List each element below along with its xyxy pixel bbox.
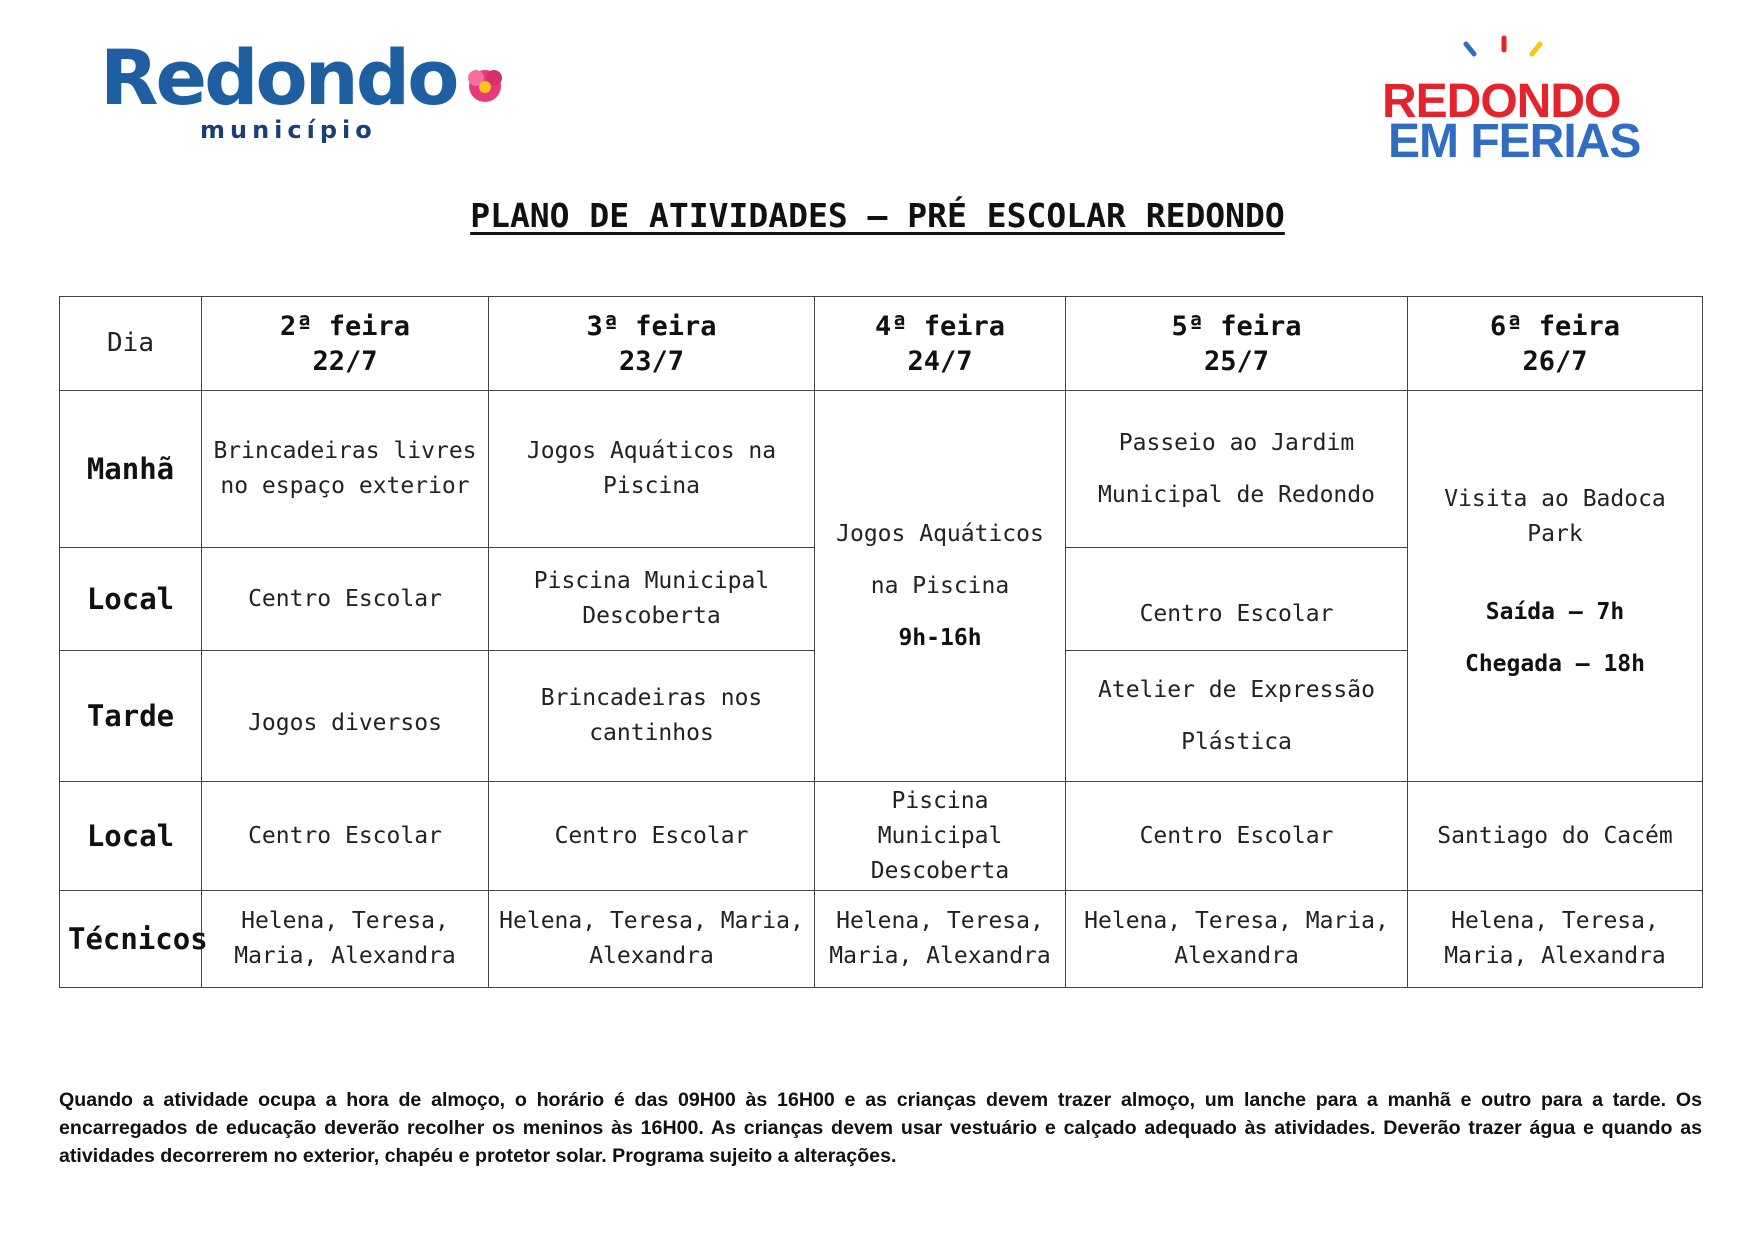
day-date: 22/7 (312, 345, 378, 377)
day-name: 6ª feira (1489, 310, 1621, 342)
redondo-municipio-logo (100, 33, 457, 150)
fri-arrival: Chegada – 18h (1464, 651, 1645, 677)
day-header-wed (815, 297, 1066, 391)
page-title: PLANO DE ATIVIDADES – PRÉ ESCOLAR REDONDO (470, 196, 1285, 235)
row-label-tarde: Tarde (60, 651, 202, 782)
row-label-manha: Manhã (60, 391, 202, 548)
day-header-thu (1066, 297, 1408, 391)
fri-activity-text: Visita ao Badoca Park (1444, 486, 1666, 547)
day-name: 4ª feira (874, 310, 1006, 342)
day-header-mon (202, 297, 489, 391)
flower-icon (462, 66, 508, 106)
row-manha (60, 391, 1703, 548)
day-header-tue (489, 297, 815, 391)
cell-thu-tarde: Atelier de Expressão Plástica (1066, 651, 1408, 782)
cell-thu-manha: Passeio ao Jardim Municipal de Redondo (1066, 391, 1408, 548)
cell-thu-local2: Centro Escolar (1066, 782, 1408, 891)
wed-hours: 9h-16h (898, 625, 982, 651)
day-name: 5ª feira (1171, 310, 1302, 342)
cell-fri-tecnicos: Helena, Teresa, Maria, Alexandra (1408, 891, 1703, 988)
logo-line-2: EM FERIAS (1388, 115, 1641, 168)
day-name: 3ª feira (586, 310, 717, 342)
cell-tue-tarde: Brincadeiras nos cantinhos (489, 651, 815, 782)
cell-mon-local2: Centro Escolar (202, 782, 489, 891)
logo-subtitle: município (200, 116, 377, 144)
cell-mon-local: Centro Escolar (202, 548, 489, 651)
day-date: 23/7 (618, 345, 685, 377)
day-date: 24/7 (907, 345, 973, 377)
header-row (60, 297, 1703, 391)
logo-wordmark: Redondo (100, 33, 457, 122)
cell-mon-tarde: Jogos diversos (202, 651, 489, 782)
footer-note: Quando a atividade ocupa a hora de almoço, o horário é das 09H00 às 16H00 e as crianças devem trazer almoço, um lanche para a manhã e outro para a tarde. Os encarregados de educação deverão recolher os meninos às 16H00. As crianças devem usar vestuário e calçado adequado às atividades. Deverão trazer água e quando as atividades decorrerem no exterior, chapéu e protetor solar. Programa sujeito a alterações. (59, 1089, 1702, 1167)
cell-wed-local2: Piscina Municipal Descoberta (815, 782, 1066, 891)
row-label-local: Local (60, 548, 202, 651)
sun-rays-icon (1452, 34, 1572, 70)
cell-wed-tecnicos: Helena, Teresa, Maria, Alexandra (815, 891, 1066, 988)
cell-mon-manha: Brincadeiras livres no espaço exterior (202, 391, 489, 548)
wed-activity-text: Jogos Aquáticos na Piscina (836, 521, 1044, 599)
day-name: 2ª feira (279, 310, 411, 342)
cell-tue-local2: Centro Escolar (489, 782, 815, 891)
row-local-2 (60, 782, 1703, 891)
row-label-local: Local (60, 782, 202, 891)
corner-label: Dia (60, 297, 202, 391)
day-date: 25/7 (1203, 345, 1270, 377)
fri-departure: Saída – 7h (1485, 599, 1625, 625)
cell-fri-activity (1408, 391, 1703, 782)
day-date: 26/7 (1522, 345, 1588, 377)
cell-tue-tecnicos: Helena, Teresa, Maria, Alexandra (489, 891, 815, 988)
row-tecnicos (60, 891, 1703, 988)
cell-thu-tecnicos: Helena, Teresa, Maria, Alexandra (1066, 891, 1408, 988)
cell-tue-manha: Jogos Aquáticos na Piscina (489, 391, 815, 548)
logo-line-1: REDONDO (1382, 75, 1621, 128)
cell-wed-activity (815, 391, 1066, 782)
cell-mon-tecnicos: Helena, Teresa, Maria, Alexandra (202, 891, 489, 988)
cell-thu-local: Centro Escolar (1066, 548, 1408, 651)
row-label-tecnicos: Técnicos (60, 891, 202, 988)
schedule-table (59, 296, 1703, 988)
cell-tue-local: Piscina Municipal Descoberta (489, 548, 815, 651)
redondo-em-ferias-logo (1382, 34, 1642, 168)
cell-fri-local2: Santiago do Cacém (1408, 782, 1703, 891)
day-header-fri (1408, 297, 1703, 391)
